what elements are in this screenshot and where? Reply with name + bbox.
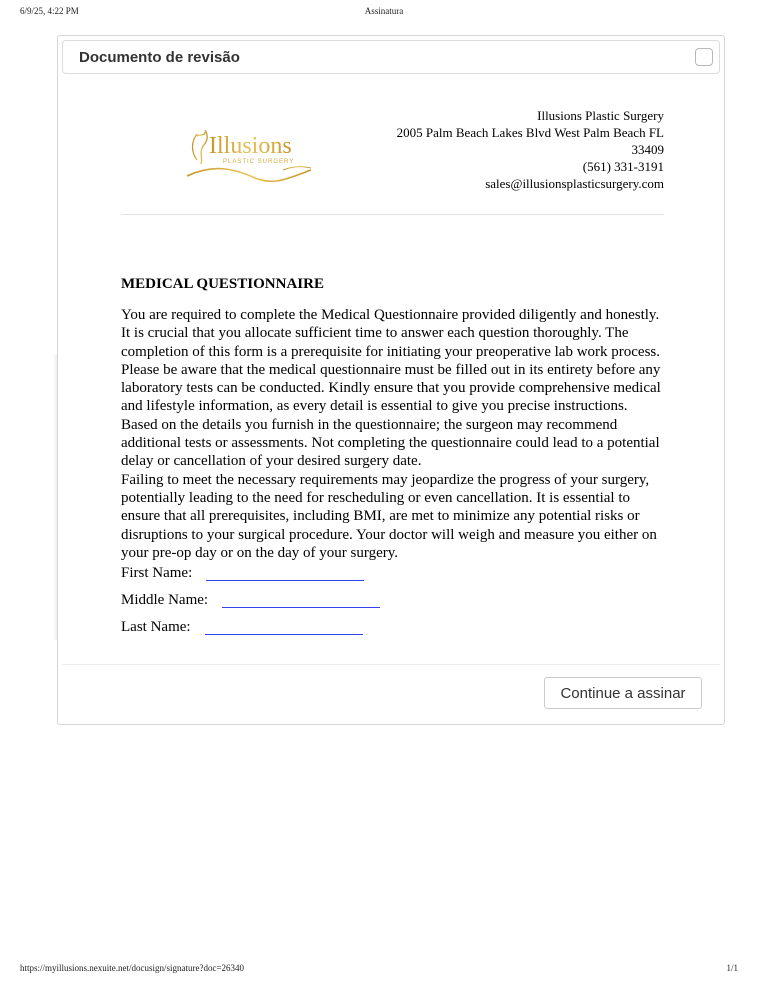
first-name-field bbox=[121, 565, 380, 592]
document-body bbox=[121, 306, 664, 562]
first-name-label: First Name: bbox=[121, 565, 193, 581]
print-url: https://myillusions.nexuite.net/docusign/signature?doc=26340 bbox=[20, 963, 245, 973]
print-title: Assinatura bbox=[364, 6, 404, 16]
company-info bbox=[364, 107, 664, 192]
middle-name-label: Middle Name: bbox=[121, 592, 209, 608]
illusions-logo-icon bbox=[183, 106, 321, 194]
company-phone: (561) 331-3191 bbox=[582, 159, 664, 174]
last-name-label: Last Name: bbox=[121, 619, 191, 635]
name-fields bbox=[121, 565, 380, 646]
print-page-number: 1/1 bbox=[726, 963, 738, 973]
print-header bbox=[0, 6, 768, 20]
company-logo bbox=[183, 106, 321, 194]
document-title: MEDICAL QUESTIONNAIRE bbox=[121, 276, 324, 292]
print-footer bbox=[0, 963, 768, 977]
middle-name-field bbox=[121, 592, 380, 619]
svg-text:PLASTIC SURGERY: PLASTIC SURGERY bbox=[223, 159, 295, 165]
last-name-input[interactable] bbox=[205, 619, 363, 635]
company-name: Illusions Plastic Surgery bbox=[537, 108, 664, 123]
svg-text:Illusions: Illusions bbox=[209, 133, 292, 159]
review-panel bbox=[57, 35, 725, 725]
body-paragraph-1: You are required to complete the Medical Questionnaire provided diligently and honestly. It is crucial that you allocate sufficient time to answer each question thoroughly. The completion of this form is a prerequisite for initiating your preoperative lab work process. Please be aware that the medical questionnaire must be filled out in its entirety before any laboratory tests can be conducted. Kindly ensure that you provide comprehensive medical and lifestyle information, as every detail is essential to give you precise instructions. Based on the details you furnish in the questionnaire; the surgeon may recommend additional tests or assessments. Not completing the questionnaire could lead to a potential delay or cancellation of your desired surgery date. bbox=[121, 307, 661, 470]
panel-heading: Documento de revisão bbox=[79, 49, 240, 66]
continue-signing-button[interactable]: Continue a assinar bbox=[544, 677, 702, 709]
panel-header bbox=[62, 40, 720, 74]
checkbox-square-icon[interactable] bbox=[695, 48, 713, 66]
body-paragraph-2: Failing to meet the necessary requirements may jeopardize the progress of your surgery, potentially leading to the need for rescheduling or even cancellation. It is essential to ensure that all prerequisites, including BMI, are met to minimize any potential risks or disruptions to your surgical procedure. Your doctor will weigh and measure you either on your pre-op day or on the day of your surgery. bbox=[121, 471, 657, 561]
first-name-input[interactable] bbox=[206, 565, 364, 581]
company-email: sales@illusionsplasticsurgery.com bbox=[485, 176, 664, 191]
header-divider bbox=[121, 214, 664, 215]
print-date: 6/9/25, 4:22 PM bbox=[20, 6, 79, 16]
last-name-field bbox=[121, 619, 380, 646]
company-address-line2: 33409 bbox=[631, 142, 664, 157]
company-address-line1: 2005 Palm Beach Lakes Blvd West Palm Beach FL bbox=[396, 125, 664, 140]
middle-name-input[interactable] bbox=[222, 592, 380, 608]
footer-divider bbox=[62, 664, 720, 665]
